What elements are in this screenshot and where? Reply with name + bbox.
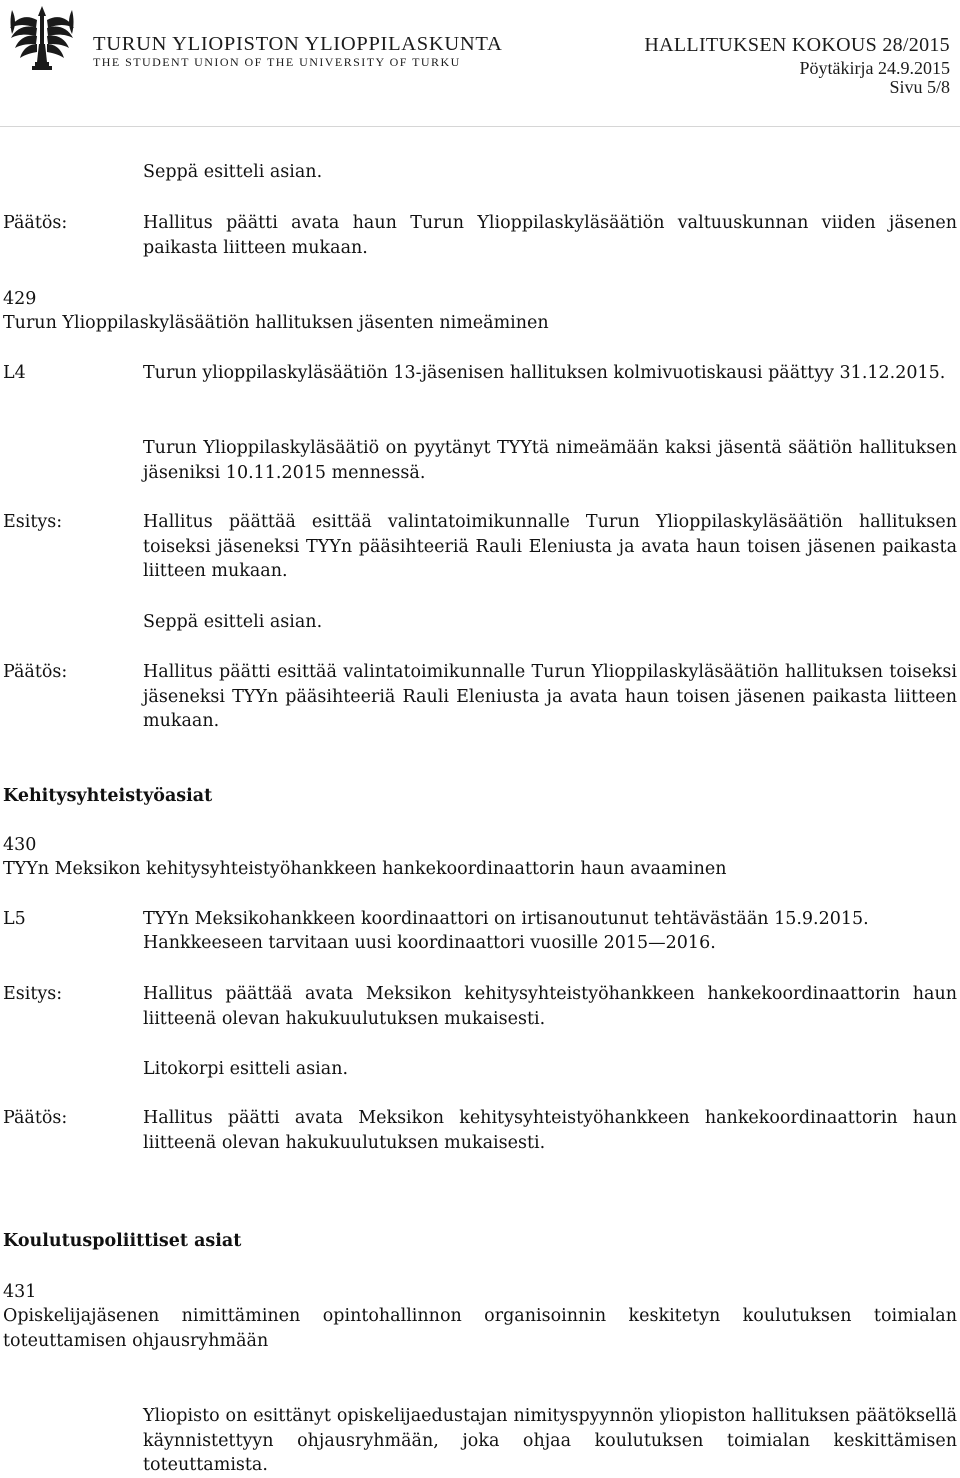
item-429-text-2: Turun Ylioppilaskyläsäätiö on pyytänyt TYYtä nimeämään kaksi jäsentä säätiön hallituksen jäseniksi 10.11.2015 mennessä. xyxy=(143,438,957,483)
item-429-attachment: L4 xyxy=(3,363,26,383)
item-429-title: Turun Ylioppilaskyläsäätiön hallituksen jäsenten nimeäminen xyxy=(3,313,549,333)
item-431-number: 431 xyxy=(3,1282,37,1302)
item-429-proposal-label: Esitys: xyxy=(3,512,63,532)
item-430-text-1: TYYn Meksikohankkeen koordinaattori on irtisanoutunut tehtävästään 15.9.2015. xyxy=(143,909,869,929)
meeting-title: HALLITUKSEN KOKOUS 28/2015 xyxy=(644,34,950,56)
org-name: TURUN YLIOPISTON YLIOPPILASKUNTA xyxy=(93,33,503,55)
item-429-presented: Seppä esitteli asian. xyxy=(143,612,323,632)
item-430-text-2: Hankkeeseen tarvitaan uusi koordinaattori vuosille 2015—2016. xyxy=(143,933,716,953)
page-header xyxy=(0,0,960,127)
item-431-title: Opiskelijajäsenen nimittäminen opintohallinnon organisoinnin keskitetyn koulutuksen toimialan toteuttamisen ohjausryhmään xyxy=(3,1306,957,1351)
student-union-logo xyxy=(6,4,78,76)
item-430-decision-label: Päätös: xyxy=(3,1108,68,1128)
item-431-text-1: Yliopisto on esittänyt opiskelijaedustajan nimityspyynnön yliopiston hallituksen päätöksellä käynnistettyyn ohjausryhmään, joka ohjaa koulutuksen toimialan keskittämisen toteuttamista. xyxy=(143,1406,957,1475)
item-430-decision: Hallitus päätti avata Meksikon kehitysyhteistyöhankkeen hankekoordinaattorin haun liitteenä olevan hakukuulutuksen mukaisesti. xyxy=(143,1108,957,1153)
item-430-title: TYYn Meksikon kehitysyhteistyöhankkeen hankekoordinaattorin haun avaaminen xyxy=(3,859,727,879)
item-430-attachment: L5 xyxy=(3,909,26,929)
item-428-decision: Hallitus päätti avata haun Turun Ylioppilaskyläsäätiön valtuuskunnan viiden jäsenen paikasta liitteen mukaan. xyxy=(143,213,957,258)
section-heading-development: Kehitysyhteistyöasiat xyxy=(3,786,213,806)
item-429-decision: Hallitus päätti esittää valintatoimikunnalle Turun Ylioppilaskyläsäätiön hallituksen toiseksi jäseneksi TYYn pääsihteeriä Rauli Eleniusta ja avata haun toisen jäsenen paikasta liitteen mukaan. xyxy=(143,662,957,731)
minutes-date: Pöytäkirja 24.9.2015 xyxy=(799,58,950,78)
item-429-proposal: Hallitus päättää esittää valintatoimikunnalle Turun Ylioppilaskyläsäätiön hallituksen toiseksi jäseneksi TYYn pääsihteeriä Rauli Eleniusta ja avata haun toisen jäsenen paikasta liitteen mukaan. xyxy=(143,512,957,581)
item-428-presented: Seppä esitteli asian. xyxy=(143,162,323,182)
item-429-number: 429 xyxy=(3,289,37,309)
item-430-proposal-label: Esitys: xyxy=(3,984,63,1004)
section-heading-education: Koulutuspoliittiset asiat xyxy=(3,1231,242,1251)
item-429-decision-label: Päätös: xyxy=(3,662,68,682)
org-name-english: THE STUDENT UNION OF THE UNIVERSITY OF TURKU xyxy=(93,55,461,69)
item-430-presented: Litokorpi esitteli asian. xyxy=(143,1059,349,1079)
item-429-text-1: Turun ylioppilaskyläsäätiön 13-jäsenisen hallituksen kolmivuotiskausi päättyy 31.12.2015. xyxy=(143,363,946,383)
page-number: Sivu 5/8 xyxy=(889,77,950,97)
item-430-proposal: Hallitus päättää avata Meksikon kehitysyhteistyöhankkeen hankekoordinaattorin haun liitteenä olevan hakukuulutuksen mukaisesti. xyxy=(143,984,957,1029)
item-430-number: 430 xyxy=(3,835,37,855)
item-428-decision-label: Päätös: xyxy=(3,213,68,233)
